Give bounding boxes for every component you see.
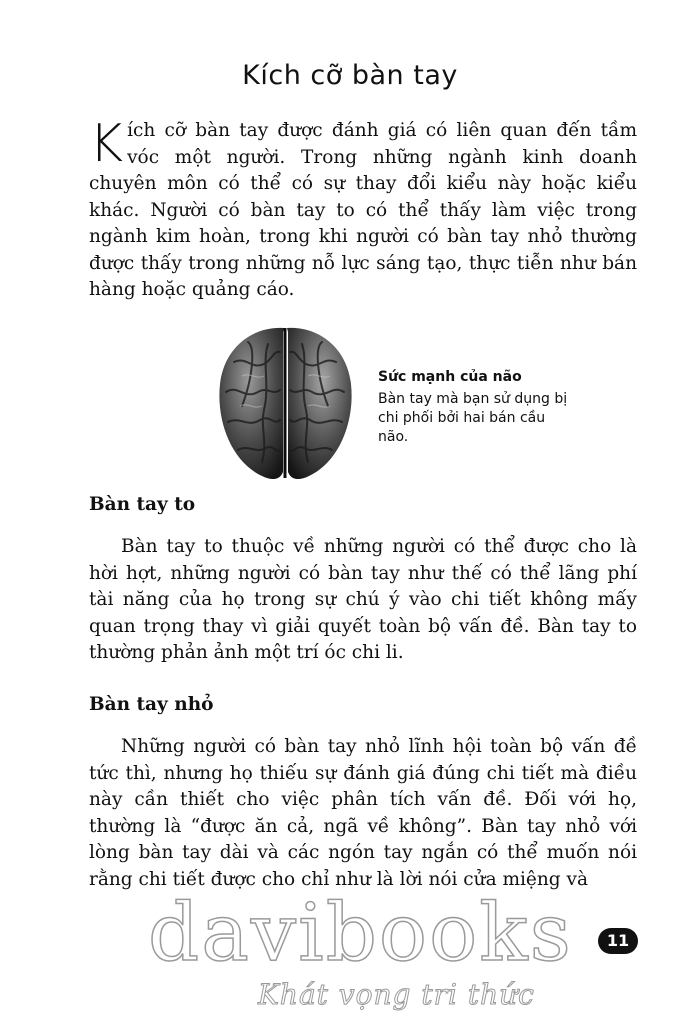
drop-cap: K bbox=[89, 114, 124, 174]
intro-text: ích cỡ bàn tay được đánh giá có liên quan đến tầm vóc một người. Trong những ngành kinh doanh chuyên môn có thể có sự thay đổi kiểu này hoặc kiểu khác. Người có bàn tay to có thể thấy làm việc trong ngành kim hoàn, trong khi người có bàn tay nhỏ thường được thấy trong những nỗ lực sáng tạo, thực tiễn như bán hàng hoặc quảng cáo. bbox=[89, 120, 637, 300]
caption-title: Sức mạnh của não bbox=[378, 369, 522, 385]
section-heading-small-hands: Bàn tay nhỏ bbox=[89, 694, 214, 715]
section-heading-large-hands: Bàn tay to bbox=[89, 494, 196, 515]
intro-paragraph bbox=[89, 114, 637, 304]
page-title: Kích cỡ bàn tay bbox=[242, 60, 458, 91]
section-text-small-hands: Những người có bàn tay nhỏ lĩnh hội toàn bộ vấn đề tức thì, nhưng họ thiếu sự đánh giá đúng chi tiết mà điều này cần thiết cho việc phân tích vấn đề. Đối với họ, thường là “được ăn cả, ngã về không”. Bàn tay nhỏ với lòng bàn tay dài và các ngón tay ngắn có thể muốn nói rằng chi tiết được cho chỉ như là lời nói cửa miệng và bbox=[89, 736, 637, 890]
caption-text: Bàn tay mà bạn sử dụng bị chi phối bởi hai bán cầu não. bbox=[378, 391, 568, 445]
page-number: 11 bbox=[598, 928, 638, 954]
brain-illustration bbox=[212, 322, 358, 484]
watermark-slogan: Khát vọng tri thức bbox=[258, 978, 535, 1011]
watermark-brand: davibooks bbox=[148, 886, 573, 979]
figure-caption bbox=[378, 368, 578, 447]
section-text-large-hands: Bàn tay to thuộc về những người có thể được cho là hời hợt, những người có bàn tay như thế có thể lãng phí tài năng của họ trong sự chú ý vào chi tiết không mấy quan trọng thay vì giải quyết toàn bộ vấn đề. Bàn tay to thường phản ảnh một trí óc chi li. bbox=[89, 536, 637, 663]
